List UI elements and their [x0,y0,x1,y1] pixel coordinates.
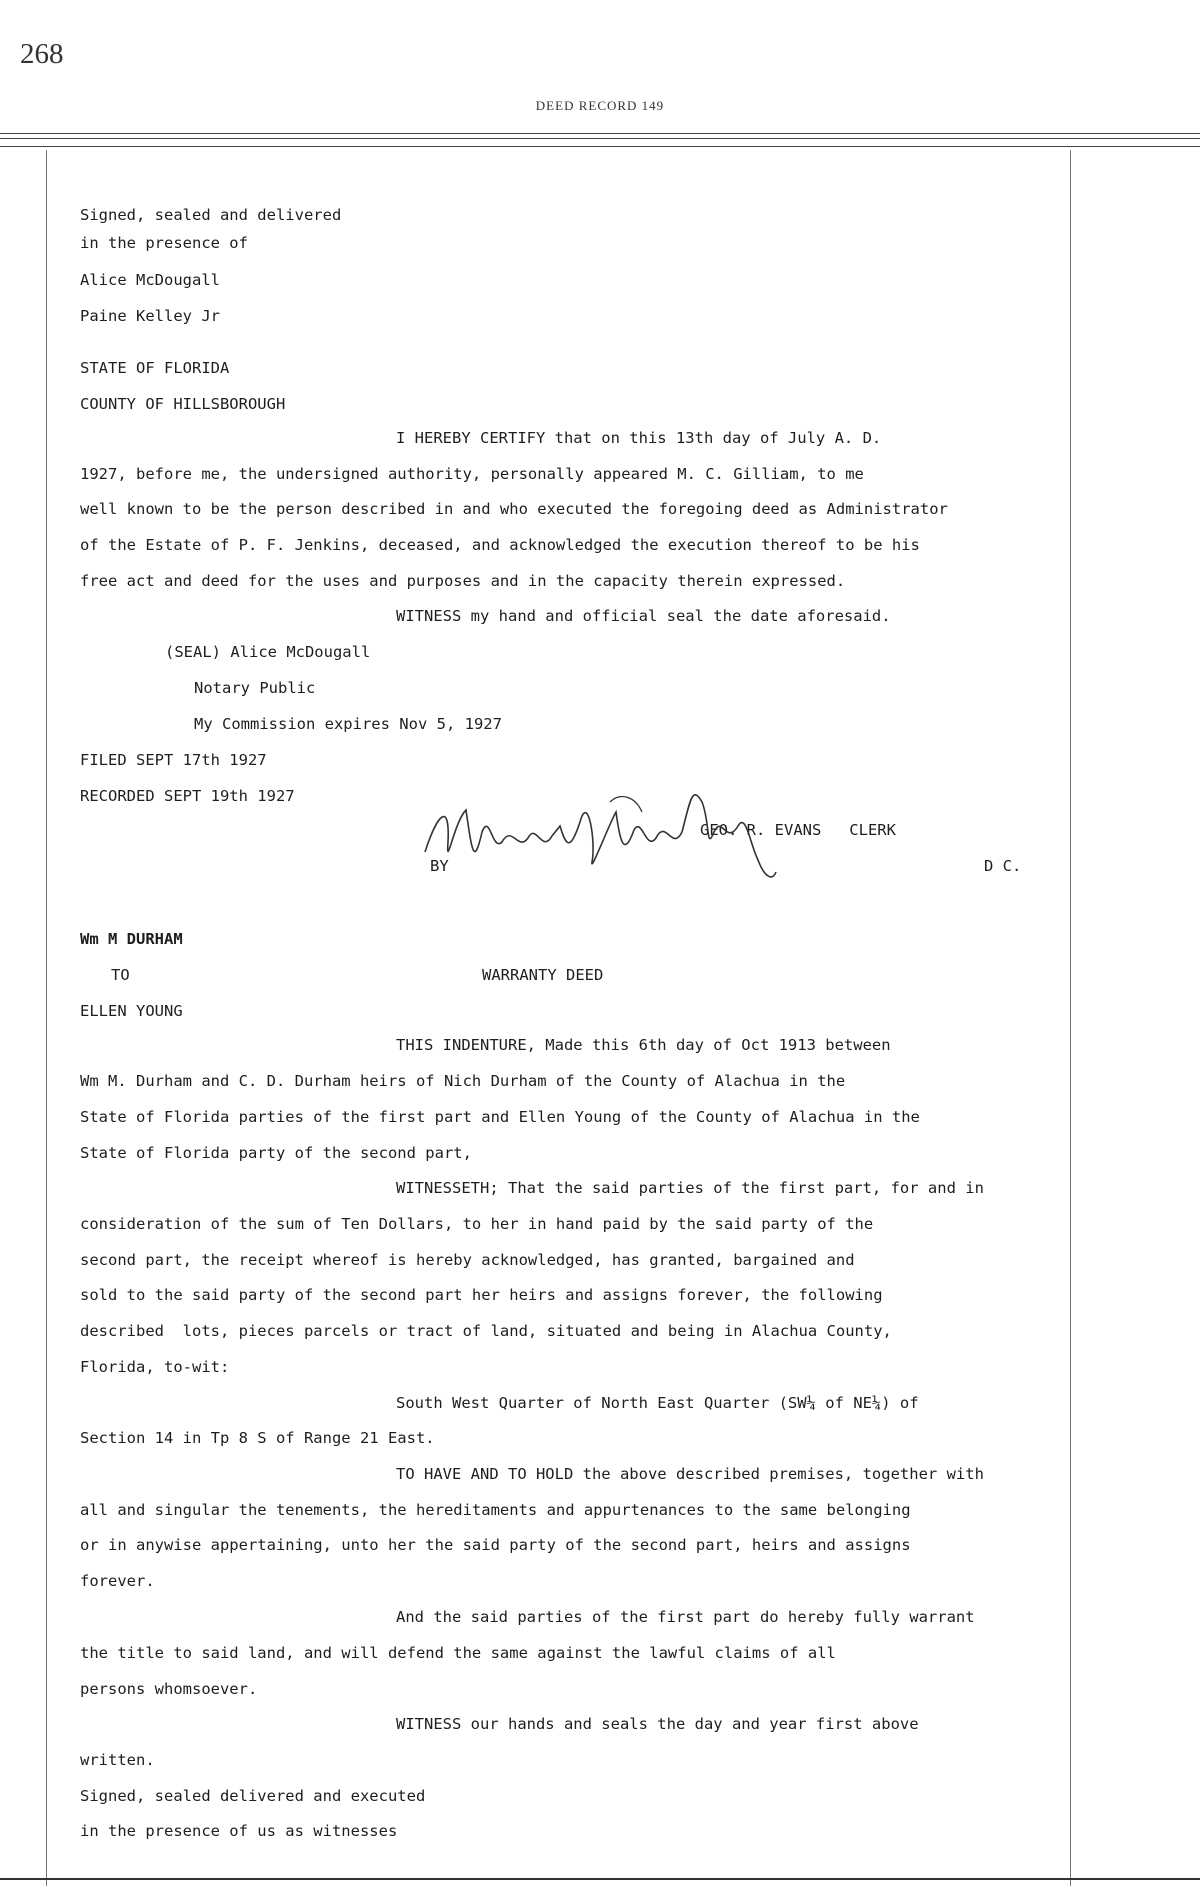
deed-body-line: Florida, to-wit: [80,1358,230,1376]
notary-name: (SEAL) Alice McDougall [165,643,371,661]
header-rule-top [0,133,1200,134]
ack-body-line: free act and deed for the uses and purposes and in the capacity therein expressed. [80,572,846,590]
handwritten-signature [420,782,810,902]
deed-body-line: State of Florida party of the second part, [80,1144,472,1162]
record-header: DEED RECORD 149 [535,98,665,113]
indenture-line: THIS INDENTURE, Made this 6th day of Oct 1913 between [396,1036,891,1054]
deed-body-line: all and singular the tenements, the hereditaments and appurtenances to the same belonging [80,1501,911,1519]
deed-body-line: written. [80,1751,155,1769]
witness-name-2: Paine Kelley Jr [80,307,220,325]
grantee-name: ELLEN YOUNG [80,1002,183,1020]
land-description-line: South West Quarter of North East Quarter (SW¼ of NE¼) of [396,1394,919,1412]
filed-line: FILED SEPT 17th 1927 [80,751,267,769]
deed-body-line: Wm M. Durham and C. D. Durham heirs of Nich Durham of the County of Alachua in the [80,1072,846,1090]
deed-body-line: consideration of the sum of Ten Dollars, to her in hand paid by the said party of the [80,1215,874,1233]
page-number: 268 [20,38,64,70]
by-label: BY [430,857,449,875]
notary-title: Notary Public [194,679,316,697]
deed-body-line: Section 14 in Tp 8 S of Range 21 East. [80,1429,435,1447]
deed-body-line: the title to said land, and will defend the same against the lawful claims of all [80,1644,836,1662]
deed-body-line: forever. [80,1572,155,1590]
deed-body-line: described lots, pieces parcels or tract of land, situated and being in Alachua County, [80,1322,892,1340]
to-label: TO [111,966,130,984]
habendum-line: TO HAVE AND TO HOLD the above described premises, together with [396,1465,984,1483]
deputy-clerk-label: D C. [984,857,1022,875]
deed-title: WARRANTY DEED [482,966,604,984]
ack-body-line: of the Estate of P. F. Jenkins, deceased, and acknowledged the execution thereof to be his [80,536,920,554]
deed-body-line: Signed, sealed delivered and executed [80,1787,426,1805]
county-line: COUNTY OF HILLSBOROUGH [80,395,286,413]
state-line: STATE OF FLORIDA [80,359,230,377]
deed-body-line: second part, the receipt whereof is hereby acknowledged, has granted, bargained and [80,1251,855,1269]
right-margin-line [1070,150,1071,1886]
deed-body-line: State of Florida parties of the first part and Ellen Young of the County of Alachua in the [80,1108,920,1126]
recorded-line: RECORDED SEPT 19th 1927 [80,787,295,805]
footer-rule [0,1878,1200,1880]
signed-line-1: Signed, sealed and delivered [80,206,342,224]
grantor-name: Wm M DURHAM [80,930,183,948]
signed-line-2: in the presence of [80,234,248,252]
witness-clause-line: WITNESS our hands and seals the day and year first above [396,1715,919,1733]
witnesseth-line: WITNESSETH; That the said parties of the first part, for and in [396,1179,984,1197]
header-rule-mid [0,138,1200,139]
deed-body-line: in the presence of us as witnesses [80,1822,398,1840]
witness-hand-line: WITNESS my hand and official seal the date aforesaid. [396,607,891,625]
ack-body-line: well known to be the person described in and who executed the foregoing deed as Administrator [80,500,948,518]
deed-body-line: or in anywise appertaining, unto her the said party of the second part, heirs and assigns [80,1536,911,1554]
commission-line: My Commission expires Nov 5, 1927 [194,715,502,733]
certify-line: I HEREBY CERTIFY that on this 13th day of July A. D. [396,429,882,447]
deed-body-line: sold to the said party of the second part her heirs and assigns forever, the following [80,1286,883,1304]
header-rule-bottom [0,146,1200,147]
witness-name-1: Alice McDougall [80,271,220,289]
clerk-line: GEO. R. EVANS CLERK [700,821,896,839]
deed-body-line: persons whomsoever. [80,1680,258,1698]
left-margin-line [46,150,47,1886]
ack-body-line: 1927, before me, the undersigned authority, personally appeared M. C. Gilliam, to me [80,465,864,483]
warranty-line: And the said parties of the first part do hereby fully warrant [396,1608,975,1626]
